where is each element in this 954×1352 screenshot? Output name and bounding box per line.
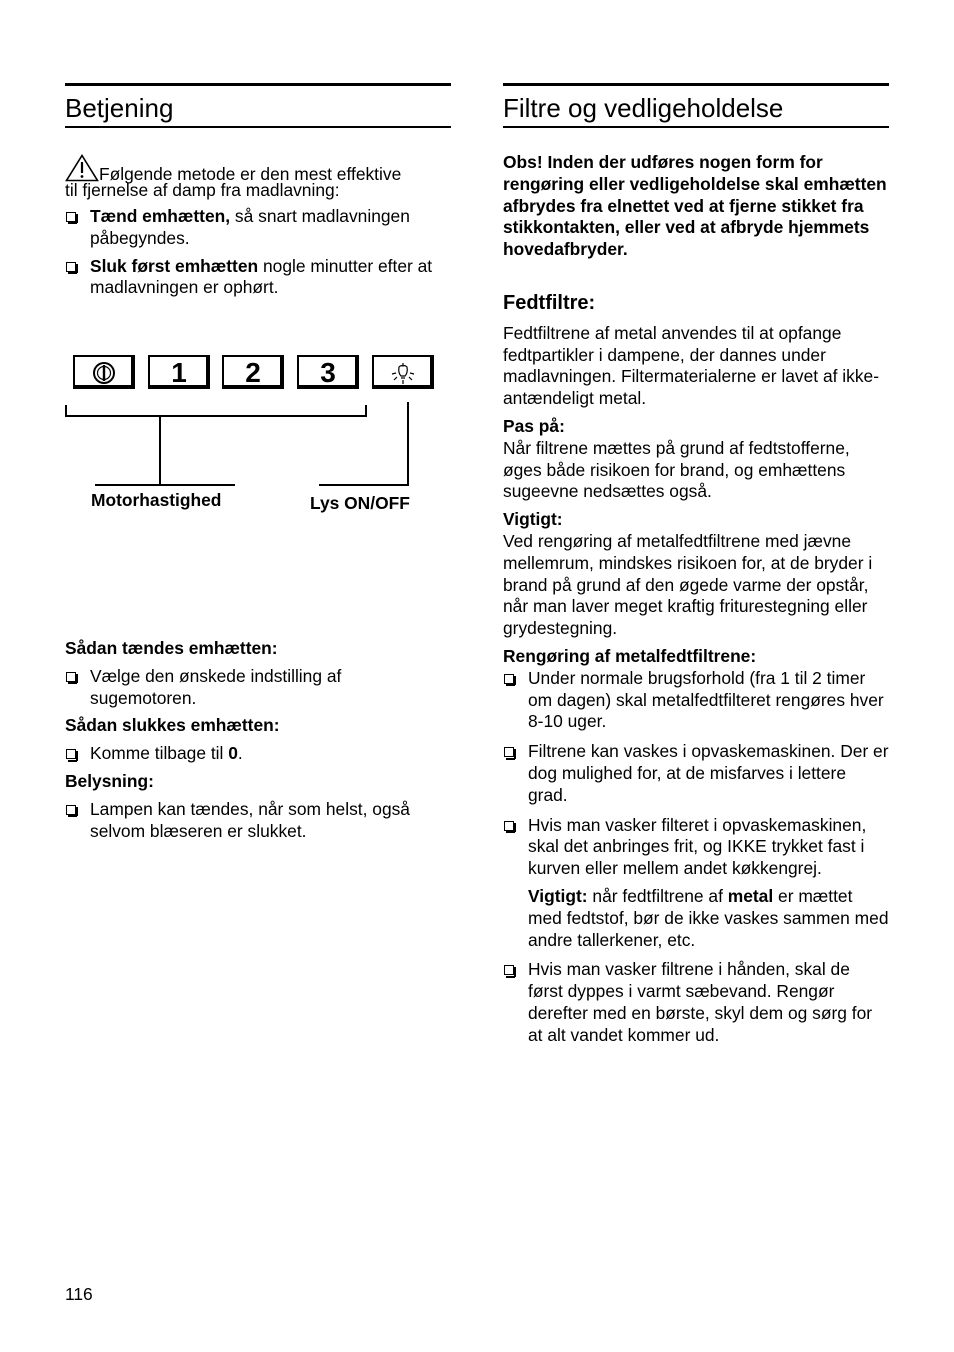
operation-instructions bbox=[65, 638, 451, 848]
grease-filters-heading: Fedtfiltre: bbox=[503, 291, 596, 314]
checkbox-bullet-icon bbox=[504, 674, 514, 684]
power-off-button[interactable] bbox=[73, 355, 135, 389]
light-list bbox=[65, 799, 451, 843]
power-icon bbox=[91, 360, 117, 386]
checkbox-bullet-icon bbox=[66, 672, 76, 682]
dishwasher-note: Vigtigt: når fedtfiltrene af metal er mættet med fedtstof, bør de ikke vaskes sammen med andre tallerkener, etc. bbox=[528, 885, 889, 950]
motor-connector-line bbox=[159, 415, 161, 485]
important-text: Ved rengøring af metalfedtfiltrene med jævne mellemrum, mindskes risikoen for, at de bryder i brand på grund af den øgede varme der opstår, når man laver meget kraftig friturestegning eller grydestegning. bbox=[503, 530, 873, 639]
warning-note bbox=[65, 154, 451, 198]
list-item: Under normale brugsforhold (fra 1 til 2 timer om dagen) skal metalfedtfilteret rengøres hver 8-10 uger. bbox=[503, 668, 889, 733]
light-button[interactable] bbox=[372, 355, 434, 389]
speed-3-button[interactable]: 3 bbox=[297, 355, 359, 389]
list-item: Sluk først emhætten nogle minutter efter at madlavningen er ophørt. bbox=[65, 256, 451, 300]
list-item: Lampen kan tændes, når som helst, også selvom blæseren er slukket. bbox=[65, 799, 451, 843]
section-heading-filtre: Filtre og vedligeholdelse bbox=[503, 83, 889, 128]
page-number: 116 bbox=[65, 1284, 93, 1304]
caution-heading: Pas på: bbox=[503, 415, 565, 436]
warning-text-line-2: til fjernelse af damp fra madlavning: bbox=[65, 180, 340, 200]
light-label-underline bbox=[319, 484, 409, 486]
light-on-off-label: Lys ON/OFF bbox=[310, 493, 410, 513]
checkbox-bullet-icon bbox=[66, 212, 76, 222]
caution-text: Når filtrene mættes på grund af fedtstofferne, øges både risikoen for brand, og emhættens sugeevne nedsættes også. bbox=[503, 437, 850, 502]
usage-steps-list bbox=[65, 206, 451, 299]
checkbox-bullet-icon bbox=[504, 747, 514, 757]
motor-speed-label: Motorhastighed bbox=[91, 490, 222, 510]
list-item: Komme tilbage til 0. bbox=[65, 743, 451, 765]
on-heading: Sådan tændes emhætten: bbox=[65, 638, 278, 658]
checkbox-bullet-icon bbox=[66, 262, 76, 272]
warning-text-line-1: Følgende metode er den mest effektive bbox=[99, 164, 402, 184]
speed-1-button[interactable]: 1 bbox=[148, 355, 210, 389]
control-panel-diagram bbox=[65, 355, 455, 525]
important-heading: Vigtigt: bbox=[503, 509, 563, 530]
speed-2-button[interactable]: 2 bbox=[222, 355, 284, 389]
cleaning-heading: Rengøring af metalfedtfiltrene: bbox=[503, 645, 757, 666]
list-item: Hvis man vasker filteret i opvaskemaskinen, skal det anbringes frit, og IKKE trykket fast i kurven eller mellem andet køkkengrej. Vigtigt: når fedtfiltrene af metal er mættet med fedtstof, bør de ikke vaskes sammen med andre tallerkener, etc. bbox=[503, 815, 889, 952]
light-bulb-icon bbox=[388, 359, 418, 387]
grease-filters-text: Fedtfiltrene af metal anvendes til at opfange fedtpartikler i dampene, der dannes under madlavningen. Filtermaterialerne er lavet af ikke-antændeligt metal. bbox=[503, 322, 879, 409]
light-connector-line bbox=[407, 402, 409, 486]
checkbox-bullet-icon bbox=[66, 749, 76, 759]
warning-triangle-icon bbox=[65, 154, 99, 182]
list-item: Hvis man vasker filtrene i hånden, skal de først dyppes i varmt sæbevand. Rengør derefter med en børste, skyl dem og sørg for at alt vandet kommer ud. bbox=[503, 959, 889, 1046]
light-heading: Belysning: bbox=[65, 770, 154, 791]
on-list bbox=[65, 666, 451, 710]
checkbox-bullet-icon bbox=[504, 821, 514, 831]
off-heading: Sådan slukkes emhætten: bbox=[65, 715, 280, 736]
list-item: Vælge den ønskede indstilling af sugemotoren. bbox=[65, 666, 451, 710]
cleaning-list bbox=[503, 668, 889, 1047]
off-list bbox=[65, 743, 451, 765]
list-item: Tænd emhætten, så snart madlavningen påbegyndes. bbox=[65, 206, 451, 250]
checkbox-bullet-icon bbox=[66, 805, 76, 815]
right-column bbox=[503, 83, 889, 1052]
list-item: Filtrene kan vaskes i opvaskemaskinen. Der er dog mulighed for, at de misfarves i lettere grad. bbox=[503, 741, 889, 806]
bracket-horizontal-line bbox=[65, 415, 367, 417]
safety-notice: Obs! Inden der udføres nogen form for rengøring eller vedligeholdelse skal emhætten afbrydes fra elnettet ved at fjerne stikket fra stikkontakten, eller ved at afbryde hjemmets hovedafbryder. bbox=[503, 152, 887, 260]
motor-label-underline bbox=[95, 484, 235, 486]
checkbox-bullet-icon bbox=[504, 965, 514, 975]
section-heading-betjening: Betjening bbox=[65, 83, 451, 128]
